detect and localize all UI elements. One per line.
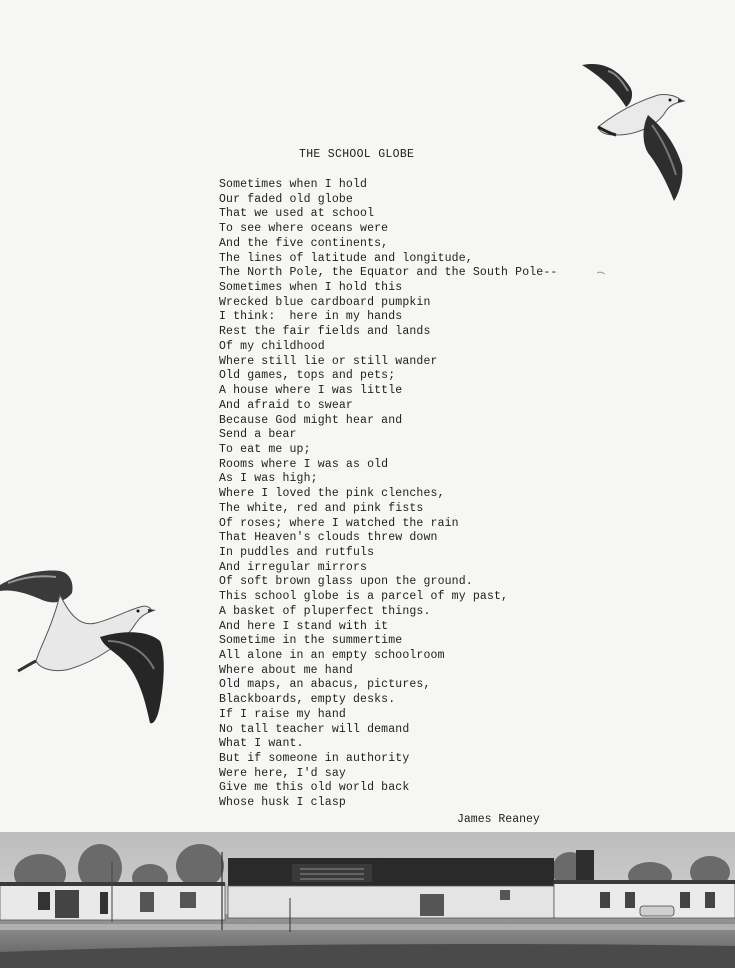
seagull-bottom-left-illustration xyxy=(0,565,175,730)
poem-line: In puddles and rutfuls xyxy=(219,545,375,559)
poem-line: Of roses; where I watched the rain xyxy=(219,516,459,530)
poem-line: The white, red and pink fists xyxy=(219,501,424,515)
poem-line: Sometime in the summertime xyxy=(219,634,403,648)
poem-body xyxy=(219,178,557,811)
school-building-photo xyxy=(0,832,735,968)
poem-line: Were here, I'd say xyxy=(219,766,346,780)
poem-line: That Heaven's clouds threw down xyxy=(219,531,438,545)
poem-line: The lines of latitude and longitude, xyxy=(219,251,473,265)
poem-line: Because God might hear and xyxy=(219,413,403,427)
poem-line: Wrecked blue cardboard pumpkin xyxy=(219,295,431,309)
poem-line: No tall teacher will demand xyxy=(219,722,410,736)
poem-line: And here I stand with it xyxy=(219,619,389,633)
poem-line: Where I loved the pink clenches, xyxy=(219,487,445,501)
poem-line: Old games, tops and pets; xyxy=(219,369,396,383)
seagull-top-right-illustration xyxy=(578,55,688,205)
stray-mark xyxy=(597,271,605,275)
poem-line: Send a bear xyxy=(219,428,297,442)
poem-line: And afraid to swear xyxy=(219,398,353,412)
poem-line: All alone in an empty schoolroom xyxy=(219,649,445,662)
poem-line: A basket of pluperfect things. xyxy=(219,604,431,618)
poem-line: Rest the fair fields and lands xyxy=(219,325,431,339)
poem-line: Where about me hand xyxy=(219,663,353,677)
poem-line: Whose husk I clasp xyxy=(219,796,346,810)
poem-line: To see where oceans were xyxy=(219,222,389,236)
poem-line: That we used at school xyxy=(219,207,375,221)
poem-line: What I want. xyxy=(219,737,304,751)
poem-line: And the five continents, xyxy=(219,236,389,250)
poem-line: This school globe is a parcel of my past, xyxy=(219,590,509,604)
poem-line: As I was high; xyxy=(219,472,318,486)
poem-line: The North Pole, the Equator and the South Pole-- xyxy=(219,266,558,280)
poem-line: And irregular mirrors xyxy=(219,560,368,574)
poem-title: THE SCHOOL GLOBE xyxy=(299,148,415,161)
poem-line: Give me this old world back xyxy=(219,781,410,795)
poem-line: A house where I was little xyxy=(219,384,403,398)
poem-line: Sometimes when I hold this xyxy=(219,281,403,295)
poem-line: Old maps, an abacus, pictures, xyxy=(219,678,431,692)
poem-line: Of my childhood xyxy=(219,339,325,353)
poem-line: Of soft brown glass upon the ground. xyxy=(219,575,473,589)
poem-author: James Reaney xyxy=(457,813,540,826)
poem-line: To eat me up; xyxy=(219,442,311,456)
poem-line: But if someone in authority xyxy=(219,752,410,766)
poem-line: I think: here in my hands xyxy=(219,310,403,324)
poem-line: Where still lie or still wander xyxy=(219,354,438,368)
poem-line: Our faded old globe xyxy=(219,192,353,206)
poem-line: Sometimes when I hold xyxy=(219,178,368,191)
poem-line: If I raise my hand xyxy=(219,707,346,721)
poem-line: Rooms where I was as old xyxy=(219,457,389,471)
poem-line: Blackboards, empty desks. xyxy=(219,693,396,707)
